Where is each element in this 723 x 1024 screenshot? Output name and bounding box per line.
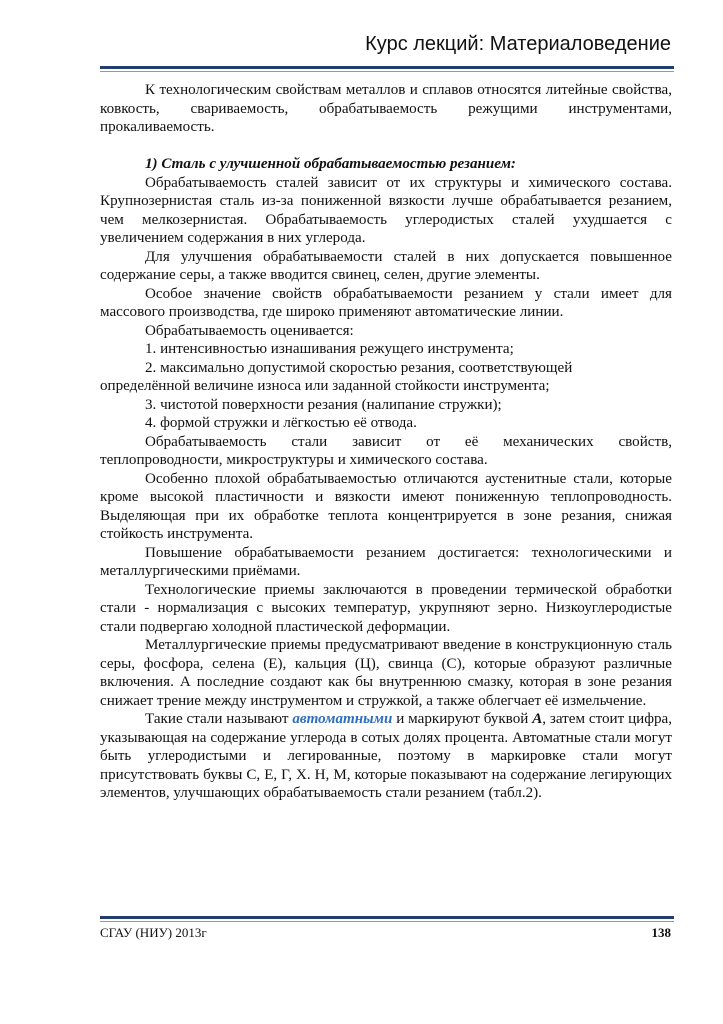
paragraph-structure: Обрабатываемость сталей зависит от их структуры и химического состава. Крупнозернистая сталь из-за пониженной вязкости лучше обрабатывается резанием, чем мелкозернистая. Обрабатываемость углеродистых сталей ухудшается с увеличением содержания в них углерода. bbox=[100, 174, 672, 246]
text-run: и маркируют буквой bbox=[392, 711, 533, 727]
paragraph-metallurgical: Металлургические приемы предусматривают введение в конструкционную сталь серы, фосфора, селена (Е), кальция (Ц), свинца (С), которые образуют различные включения. А последние создают как бы внутреннюю смазку, которая в зоне резания снижает трение между инструментом и стружкой, а также облегчает её измельчение. bbox=[100, 637, 672, 709]
footer-source: СГАУ (НИУ) 2013г bbox=[100, 925, 207, 940]
paragraph-technological: Технологические приемы заключаются в проведении термической обработки стали - нормализация с высоких температур, укрупняют зерно. Низкоуглеродистые стали подвергаю холодной пластической деформации. bbox=[100, 581, 672, 635]
paragraph-mass-production: Особое значение свойств обрабатываемости резанием у стали имеет для массового производства, где широко применяют автоматические линии. bbox=[100, 285, 672, 320]
footer-rule-thin bbox=[100, 921, 674, 922]
header-rule bbox=[100, 66, 674, 69]
paragraph-depends: Обрабатываемость стали зависит от её механических свойств, теплопроводности, микроструктуры и химического состава. bbox=[100, 433, 672, 468]
paragraph-automatic-steels bbox=[100, 710, 672, 803]
paragraph-sulfur: Для улучшения обрабатываемости сталей в них допускается повышенное содержание серы, а также вводится свинец, селен, другие элементы. bbox=[100, 248, 672, 283]
list-item-continuation: определённой величине износа или заданной стойкости инструмента; bbox=[100, 378, 550, 394]
section-heading: 1) Сталь с улучшенной обрабатываемостью резанием: bbox=[145, 156, 516, 172]
text-run: Такие стали называют bbox=[145, 711, 293, 727]
list-item: 2. максимально допустимой скоростью резания, соответствующей bbox=[145, 359, 573, 376]
page-number: 138 bbox=[651, 925, 671, 940]
keyword-automatic: автоматными bbox=[292, 711, 393, 727]
text-run: , затем стоит цифра, указывающая на содержание углерода в сотых долях процента. Автоматные стали могут быть углеродистыми и легированные, поэтому в маркировке стали могут присутствовать буквы С, Е, Г, Х. Н, М, которые показывают на содержание легирующих элементов, улучшающих обрабатываемость стали резанием (табл.2). bbox=[100, 711, 673, 801]
paragraph-improvement: Повышение обрабатываемости резанием достигается: технологическими и металлургическими приёмами. bbox=[100, 544, 672, 579]
letter-a: А bbox=[532, 711, 543, 727]
page-header-title: Курс лекций: Материаловедение bbox=[365, 33, 671, 55]
page-body bbox=[100, 81, 672, 803]
list-item: 1. интенсивностью изнашивания режущего инструмента; bbox=[145, 341, 514, 357]
list-item: 4. формой стружки и лёгкостью её отвода. bbox=[145, 415, 417, 431]
intro-paragraph: К технологическим свойствам металлов и сплавов относятся литейные свойства, ковкость, свариваемость, обрабатываемость режущими инструментами, прокаливаемость. bbox=[100, 82, 672, 135]
header-rule-thin bbox=[100, 71, 674, 72]
footer-rule bbox=[100, 916, 674, 919]
list-item: 3. чистотой поверхности резания (налипание стружки); bbox=[145, 396, 502, 413]
paragraph-evaluated: Обрабатываемость оценивается: bbox=[145, 322, 354, 339]
paragraph-austenitic: Особенно плохой обрабатываемостью отличаются аустенитные стали, которые кроме высокой пластичности и вязкости имеют пониженную теплопроводность. Выделяющая при их обработке теплота концентрируется в зоне резания, снижая стойкость инструмента. bbox=[100, 470, 672, 542]
